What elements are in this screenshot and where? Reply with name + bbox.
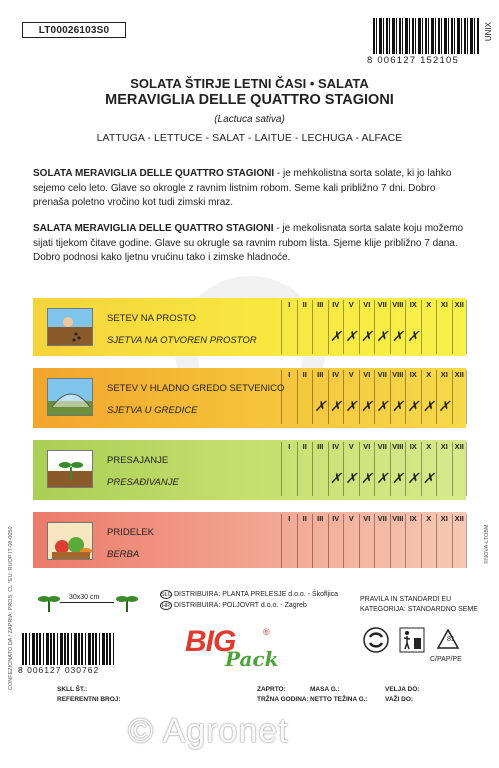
month-mark: ✗ [376, 328, 389, 344]
month-cell [421, 514, 437, 568]
month-mark: ✗ [422, 470, 435, 486]
month-mark: ✗ [329, 470, 342, 486]
month-cell [452, 442, 468, 496]
month-mark: ✗ [360, 328, 373, 344]
month-cell [405, 300, 421, 354]
month-label: VIII [392, 370, 404, 379]
month-mark: ✗ [345, 470, 358, 486]
harvest-icon [47, 522, 93, 560]
month-mark: ✗ [314, 398, 327, 414]
eu-rules [360, 595, 478, 615]
month-cell [421, 300, 437, 354]
month-mark: ✗ [345, 398, 358, 414]
month-cell [359, 370, 375, 424]
month-cell [312, 300, 328, 354]
month-label: XI [440, 370, 448, 379]
month-cell [374, 442, 390, 496]
month-cell [297, 370, 313, 424]
month-cell [328, 442, 344, 496]
month-cell [343, 514, 359, 568]
month-label: XII [454, 514, 464, 523]
month-label: XI [440, 300, 448, 309]
month-mark: ✗ [438, 398, 451, 414]
barcode-number: 8 006127 152105 [367, 55, 459, 66]
rules-line-2: KATEGORIJA: STANDARDNO SEME [360, 606, 478, 613]
month-label: VII [377, 442, 387, 451]
month-mark: ✗ [391, 328, 404, 344]
latin-name: (Lactuca sativa) [214, 114, 285, 125]
rules-line-1: PRAVILA IN STANDARDI EU [360, 596, 452, 603]
month-grid [281, 514, 467, 568]
month-label: II [302, 442, 307, 451]
month-cell [390, 370, 406, 424]
month-cell [436, 514, 452, 568]
month-label: III [317, 442, 324, 451]
month-label: X [426, 442, 432, 451]
month-cell [390, 514, 406, 568]
footer-valid [385, 685, 419, 705]
month-mark: ✗ [360, 470, 373, 486]
month-label: IV [332, 514, 340, 523]
month-label: X [426, 300, 432, 309]
bottom-barcode [22, 633, 114, 665]
footer-referentni: REFERENTNI BROJ: [57, 696, 121, 703]
row-label-hr: SJETVA NA OTVOREN PROSTOR [107, 335, 257, 346]
month-cell [281, 442, 297, 496]
month-cell [390, 442, 406, 496]
month-label: XI [440, 514, 448, 523]
month-label: IX [409, 370, 417, 379]
logo-big: BIG [185, 625, 236, 658]
barcode-bars [373, 18, 480, 54]
footer-date [257, 685, 309, 705]
month-label: II [302, 370, 307, 379]
bigpack-logo [185, 625, 285, 673]
month-cell [436, 442, 452, 496]
month-cell [328, 370, 344, 424]
plant-spacing [36, 588, 138, 614]
month-label: VII [377, 514, 387, 523]
month-cell [390, 300, 406, 354]
top-barcode [367, 18, 493, 68]
month-label: V [348, 370, 354, 379]
month-label: VII [377, 300, 387, 309]
spacing-label: 30x30 cm [69, 594, 100, 601]
footer-vazi: VAŽI DO: [385, 696, 414, 703]
month-mark: ✗ [345, 328, 358, 344]
month-label: V [348, 442, 354, 451]
seedling-icon [36, 588, 62, 614]
month-cell [297, 300, 313, 354]
row-label-sl: PRIDELEK [107, 527, 154, 538]
month-grid [281, 442, 467, 496]
footer-ref [57, 685, 121, 705]
distributors [160, 590, 338, 611]
calendar-row-harvest [33, 512, 466, 568]
titles-block [0, 76, 499, 144]
watermark: © Agronet [128, 712, 289, 750]
distributor-hr [160, 601, 338, 612]
month-label: XII [454, 300, 464, 309]
month-label: I [288, 370, 291, 379]
month-label: VIII [392, 442, 404, 451]
footer-skll: SKLL ŠT.: [57, 686, 88, 693]
footer-netto: NETTO TEŽINA G.: [310, 696, 368, 703]
unix-label: UNIX [484, 22, 493, 42]
spacing-arrow [60, 602, 114, 603]
month-label: IV [332, 442, 340, 451]
month-mark: ✗ [391, 470, 404, 486]
row-label-hr: SJETVA U GREDICE [107, 405, 198, 416]
recycle-code: C/PAP/PE [430, 656, 462, 663]
month-cell [421, 442, 437, 496]
month-cell [297, 442, 313, 496]
month-grid [281, 370, 467, 424]
month-label: VI [363, 514, 371, 523]
month-label: II [302, 300, 307, 309]
month-mark: ✗ [407, 398, 420, 414]
month-cell [452, 300, 468, 354]
month-cell [452, 370, 468, 424]
green-dot-icon [363, 627, 389, 653]
month-cell [281, 370, 297, 424]
coldframe-icon [47, 378, 93, 416]
month-label: IX [409, 442, 417, 451]
month-label: V [348, 514, 354, 523]
month-label: IV [332, 370, 340, 379]
description-sl [33, 167, 473, 211]
month-mark: ✗ [422, 398, 435, 414]
month-cell [328, 300, 344, 354]
description-hr-title: SALATA MERAVIGLIA DELLE QUATTRO STAGIONI [33, 223, 274, 234]
month-cell [312, 370, 328, 424]
title-line-2: MERAVIGLIA DELLE QUATTRO STAGIONI [105, 92, 394, 108]
recycle-number: 81 [447, 636, 455, 643]
month-cell [405, 442, 421, 496]
description-sl-title: SOLATA MERAVIGLIA DELLE QUATTRO STAGIONI [33, 168, 275, 179]
month-cell [374, 514, 390, 568]
month-mark: ✗ [329, 398, 342, 414]
month-label: IV [332, 300, 340, 309]
month-cell [359, 514, 375, 568]
month-mark: ✗ [360, 398, 373, 414]
description-sl-text: - je mehkolistna sorta solate, ki jo lahko sejemo celo leto. Glave so okrogle z ravnim listnim robom. Seme kali približno 7 dni. Dobro prenaša poletno vročino kot tudi zimski mraz. [33, 168, 452, 208]
month-mark: ✗ [391, 398, 404, 414]
month-cell [359, 442, 375, 496]
month-cell [359, 300, 375, 354]
month-cell [328, 514, 344, 568]
month-cell [312, 514, 328, 568]
month-label: X [426, 370, 432, 379]
month-cell [421, 370, 437, 424]
month-label: II [302, 514, 307, 523]
calendar-row-coldframe [33, 368, 466, 428]
footer-velja: VELJA DO: [385, 686, 420, 693]
tidy-man-icon [399, 627, 425, 653]
month-label: VII [377, 370, 387, 379]
month-label: XI [440, 442, 448, 451]
month-cell [281, 514, 297, 568]
month-cell [374, 370, 390, 424]
month-label: XII [454, 442, 464, 451]
month-label: IX [409, 514, 417, 523]
logo-registered: ® [263, 627, 270, 637]
distributor-text: DISTRIBUIRA: PLANTA PRELESJE d.o.o. - Škofljica [174, 591, 339, 598]
country-code-badge: HR [160, 601, 172, 610]
distributor-slo [160, 590, 338, 601]
month-label: III [317, 514, 324, 523]
month-label: VI [363, 442, 371, 451]
seedling-icon [114, 588, 140, 614]
month-label: I [288, 300, 291, 309]
product-code: LT00026103S0 [22, 22, 126, 38]
bottom-barcode-number: 8 006127 030762 [18, 665, 100, 675]
month-cell [452, 514, 468, 568]
country-code-badge: SLO [161, 592, 173, 598]
footer-trzna: TRŽNA GODINA: [257, 696, 309, 703]
calendar-row-sowing [33, 298, 466, 356]
month-label: VI [363, 370, 371, 379]
month-label: X [426, 514, 432, 523]
month-label: VI [363, 300, 371, 309]
month-cell [312, 442, 328, 496]
month-cell [436, 300, 452, 354]
month-cell [374, 300, 390, 354]
description-hr-text: - je mekolisnata sorta salate koju možemo sijati tijekom čitave godine. Glave su okrugle sa ravnim rubom lista. Sjeme klije približno 7 dana. Dobro podnosi kako ljetnu vrućinu tako i zimske hladnoće. [33, 223, 464, 263]
row-label-sl: SETEV NA PROSTO [107, 313, 197, 324]
side-text-right: ©NOVA-LTOBM [484, 524, 490, 564]
month-label: I [288, 442, 291, 451]
sowing-icon [47, 308, 93, 346]
month-cell [343, 442, 359, 496]
month-mark: ✗ [407, 470, 420, 486]
footer-zaprto: ZAPRTO: [257, 686, 286, 693]
month-cell [405, 370, 421, 424]
sowing-calendar [33, 298, 466, 570]
side-text-left: CONFEZIONATO DA / ZAPRIA: PROS. CL.*EU: RUOP IT-08-0050 [8, 526, 14, 690]
title-line-1: SOLATA ŠTIRJE LETNI ČASI • SALATA [130, 76, 369, 91]
footer-mass [310, 685, 368, 705]
month-cell [405, 514, 421, 568]
month-label: I [288, 514, 291, 523]
month-label: V [348, 300, 354, 309]
month-mark: ✗ [329, 328, 342, 344]
row-label-sl: PRESAJANJE [107, 455, 169, 466]
language-names: LATTUGA - LETTUCE - SALAT - LAITUE - LECHUGA - ALFACE [96, 132, 403, 144]
transplant-icon [47, 450, 93, 488]
month-cell [297, 514, 313, 568]
row-label-hr: BERBA [107, 549, 140, 560]
month-label: VIII [392, 300, 404, 309]
row-label-hr: PRESAĐIVANJE [107, 477, 179, 488]
distributor-text: DISTRIBUIRA: POLJOVRT d.o.o. - Zagreb [174, 601, 307, 609]
month-grid [281, 300, 467, 354]
month-mark: ✗ [407, 328, 420, 344]
month-label: IX [409, 300, 417, 309]
month-mark: ✗ [376, 398, 389, 414]
description-hr [33, 222, 473, 266]
calendar-row-transplant [33, 440, 466, 500]
month-cell [436, 370, 452, 424]
month-label: III [317, 300, 324, 309]
month-cell [343, 370, 359, 424]
month-cell [281, 300, 297, 354]
row-label-sl: SETEV V HLADNO GREDO SETVENICO [107, 383, 285, 394]
month-label: XII [454, 370, 464, 379]
footer-masa: MASA G.: [310, 686, 340, 693]
month-mark: ✗ [376, 470, 389, 486]
logo-pack: Pack [225, 647, 279, 671]
month-label: III [317, 370, 324, 379]
month-cell [343, 300, 359, 354]
month-label: VIII [392, 514, 404, 523]
